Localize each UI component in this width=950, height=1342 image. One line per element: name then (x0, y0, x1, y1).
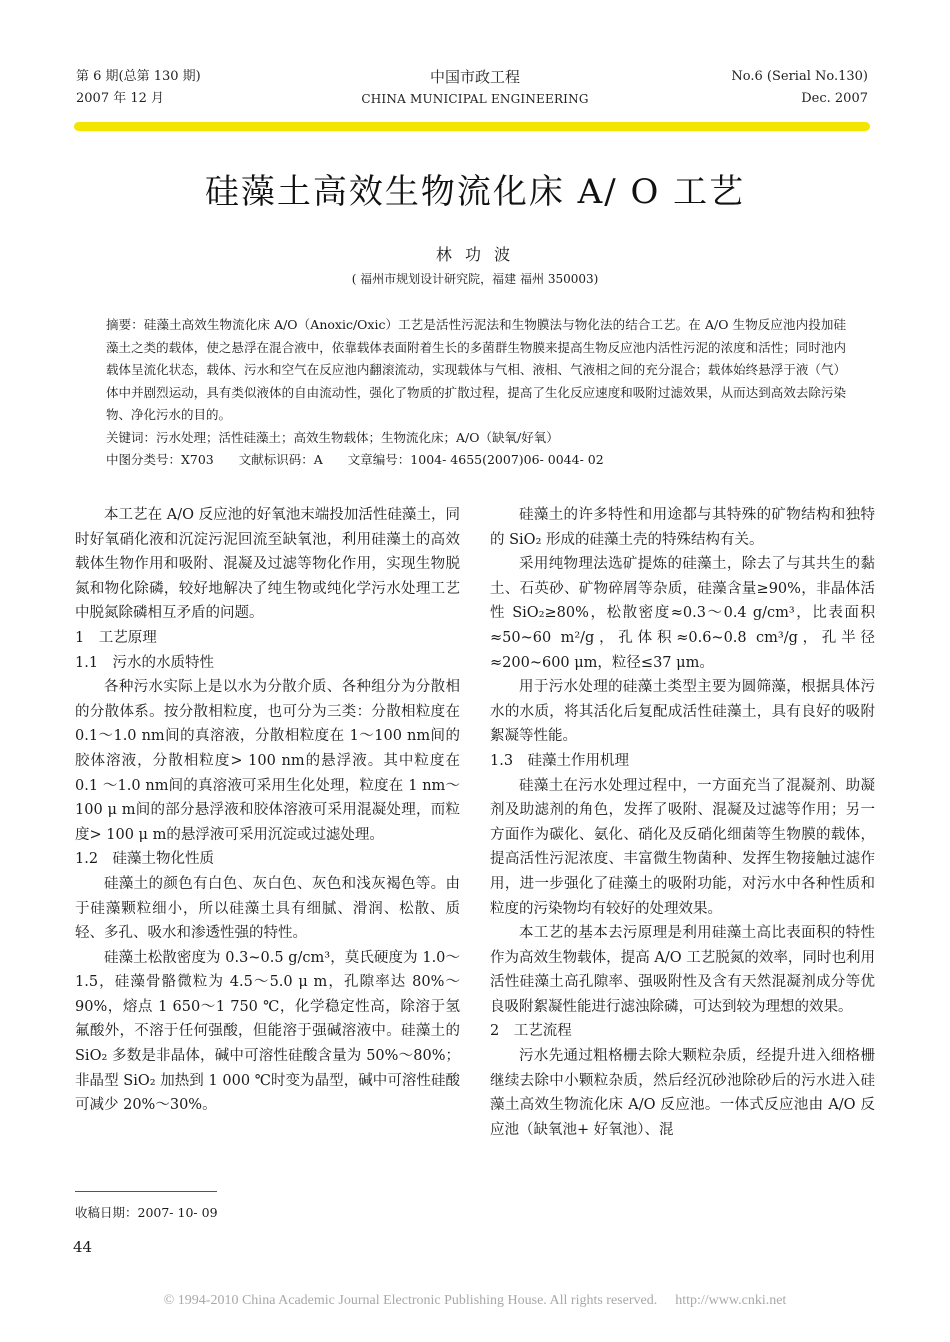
classification: 中图分类号：X703 文献标识码：A 文章编号：1004- 4655(2007)06- 0044- 02 (106, 452, 604, 467)
section-heading: 1.2 硅藻土物化性质 (75, 851, 215, 868)
date-en: Dec. 2007 (801, 91, 868, 106)
body-column-right (490, 503, 875, 1142)
header-rule (74, 122, 870, 131)
body-paragraph: 采用纯物理法选矿提炼的硅藻土，除去了与其共生的黏土、石英砂、矿物碎屑等杂质，硅藻含量≥90%，非晶体活性 SiO₂≥80%，松散密度≈0.3～0.4 g/cm³，比表面积≈50~60 m²/g，孔体积≈0.6~0.8 cm³/g，孔半径≈200~600 μm，粒径≤37 μm。 (490, 556, 875, 671)
body-column-left (75, 503, 460, 1118)
section-heading: 1.1 污水的水质特性 (75, 654, 215, 671)
website-link[interactable]: http://www.cnki.net (675, 1293, 787, 1308)
abstract: 摘要：硅藻土高效生物流化床 A/O（Anoxic/Oxic）工艺是活性污泥法和生物膜法与物化法的结合工艺。在 A/O 生物反应池内投加硅藻土之类的载体，使之悬浮在混合液中，依靠载体表面附着生长的多菌群生物膜来提高生物反应池内活性污泥的浓度和活性；同时池内载体呈流化状态，载体、污水和空气在反应池内翻滚流动，实现载体与气相、液相、气液相之间的充分混合；载体始终悬浮于液（气）体中并剧烈运动，具有类似液体的自由流动性，强化了物质的扩散过程，提高了生化反应速度和吸附过滤效果，从而达到高效去除污染物、净化污水的目的。 (106, 317, 846, 422)
keywords: 关键词：污水处理；活性硅藻土；高效生物载体；生物流化床；A/O（缺氧/好氧） (106, 429, 559, 445)
journal-name-cn: 中国市政工程 (429, 68, 520, 86)
copyright-footer (0, 1293, 950, 1309)
body-paragraph: 各种污水实际上是以水为分散介质、各种组分为分散相的分散体系。按分散相粒度，也可分为三类：分散相粒度在 0.1～1.0 nm间的真溶液，分散相粒度在 1～100 nm间的胶体溶液，分散相粒度> 100 nm的悬浮液。其中粒度在 0.1 ～1.0 nm间的真溶液可采用生化处理，粒度在 1 nm～100 μ m间的部分悬浮液和胶体溶液可采用混凝处理，而粒度> 100 μ m的悬浮液可采用沉淀或过滤处理。 (75, 679, 460, 843)
section-heading: 1 工艺原理 (75, 629, 157, 646)
affiliation: ( 福州市规划设计研究院，福建 福州 350003) (351, 272, 599, 286)
body-paragraph: 本工艺的基本去污原理是利用硅藻土高比表面积的特性作为高效生物载体，提高 A/O 工艺脱氮的效率，同时也利用活性硅藻土高孔隙率、强吸附性及含有天然混凝剂成分等优良吸附絮凝性能进行滤浊除磷，可达到较为理想的效果。 (490, 925, 875, 1015)
issue-cn: 第 6 期(总第 130 期) (76, 69, 201, 84)
section-heading: 1.3 硅藻土作用机理 (490, 752, 630, 769)
body-paragraph: 硅藻土松散密度为 0.3~0.5 g/cm³，莫氏硬度为 1.0～1.5，硅藻骨骼微粒为 4.5～5.0 μ m，孔隙率达 80%～90%，熔点 1 650～1 750 ℃，化学稳定性高，除溶于氢氟酸外，不溶于任何强酸，但能溶于强碱溶液中。硅藻土的 SiO₂ 多数是非晶体，碱中可溶性硅酸含量为 50%～80%；非晶型 SiO₂ 加热到 1 000 ℃时变为晶型，碱中可溶性硅酸可减少 20%～30%。 (75, 949, 460, 1114)
date-cn: 2007 年 12 月 (76, 91, 165, 106)
received-date: 收稿日期：2007- 10- 09 (75, 1205, 218, 1220)
body-paragraph: 污水先通过粗格栅去除大颗粒杂质，经提升进入细格栅继续去除中小颗粒杂质，然后经沉砂池除砂后的污水进入硅藻土高效生物流化床 A/O 反应池。一体式反应池由 A/O 反应池（缺氧池+ 好氧池）、混 (490, 1048, 875, 1138)
page-number: 44 (73, 1238, 93, 1256)
issue-en: No.6 (Serial No.130) (731, 69, 868, 84)
body-paragraph: 用于污水处理的硅藻土类型主要为圆筛藻，根据具体污水的水质，将其活化后复配成活性硅藻土，具有良好的吸附絮凝等性能。 (490, 679, 875, 745)
body-paragraph: 本工艺在 A/O 反应池的好氧池末端投加活性硅藻土，同时好氧硝化液和沉淀污泥回流至缺氧池，利用硅藻土的高效载体生物作用和吸附、混凝及过滤等物化作用，实现生物脱氮和物化除磷，较好地解决了纯生物或纯化学污水处理工艺中脱氮除磷相互矛盾的问题。 (75, 507, 460, 622)
header-right (731, 66, 868, 110)
body-paragraph: 硅藻土的颜色有白色、灰白色、灰色和浅灰褐色等。由于硅藻颗粒细小，所以硅藻土具有细腻、滑润、松散、质轻、多孔、吸水和渗透性强的特性。 (75, 875, 460, 942)
copyright-text: © 1994-2010 China Academic Journal Electronic Publishing House. All rights reserved. (163, 1293, 658, 1308)
article-title: 硅藻土高效生物流化床 A/ O 工艺 (204, 172, 746, 212)
section-heading: 2 工艺流程 (490, 1023, 572, 1040)
body-paragraph: 硅藻土在污水处理过程中，一方面充当了混凝剂、助凝剂及助滤剂的角色，发挥了吸附、混凝及过滤等作用；另一方面作为碳化、氨化、硝化及反硝化细菌等生物膜的载体，提高活性污泥浓度、丰富微生物菌种、发挥生物接触过滤作用，进一步强化了硅藻土的吸附功能，对污水中各种性质和粒度的污染物均有较好的处理效果。 (490, 777, 875, 917)
footnote-divider (75, 1191, 217, 1192)
body-paragraph: 硅藻土的许多特性和用途都与其特殊的矿物结构和独特的 SiO₂ 形成的硅藻土壳的特殊结构有关。 (490, 507, 875, 548)
author: 林 功 波 (435, 245, 515, 264)
journal-name-en: CHINA MUNICIPAL ENGINEERING (361, 92, 589, 106)
abstract-block (106, 314, 846, 472)
